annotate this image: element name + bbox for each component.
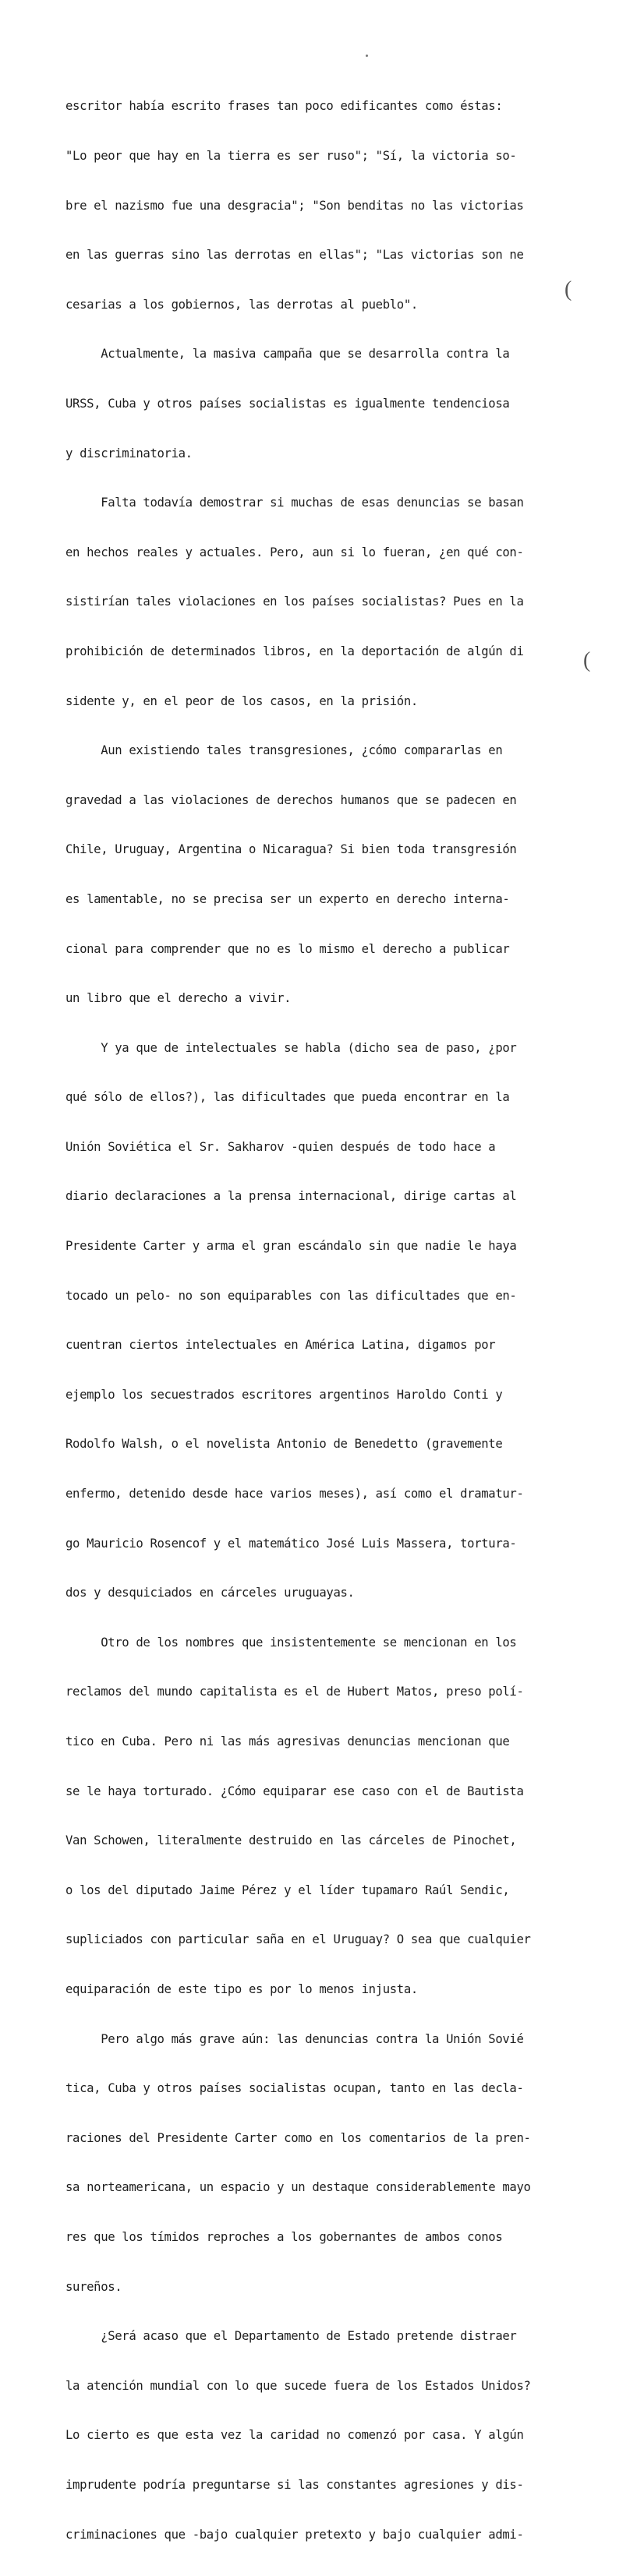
text-line: reclamos del mundo capitalista es el de Hubert Matos, preso polí- xyxy=(65,1685,524,1699)
text-line: se le haya torturado. ¿Cómo equiparar ese caso con el de Bautista xyxy=(65,1784,524,1798)
text-line: raciones del Presidente Carter como en los comentarios de la pren- xyxy=(65,2130,531,2145)
text-line: tocado un pelo- no son equiparables con las dificultades que en- xyxy=(65,1288,517,1303)
text-line: sa norteamericana, un espacio y un destaque considerablemente mayo xyxy=(65,2180,531,2195)
text-line: Lo cierto es que esta vez la caridad no comenzó por casa. Y algún xyxy=(65,2428,524,2443)
text-line: tica, Cuba y otros países socialistas ocupan, tanto en las decla- xyxy=(65,2081,524,2096)
text-line: equiparación de este tipo es por lo menos injusta. xyxy=(65,1981,418,1996)
text-line: Unión Soviética el Sr. Sakharov -quien después de todo hace a xyxy=(65,1139,496,1154)
text-line: supliciados con particular saña en el Uruguay? O sea que cualquier xyxy=(65,1932,531,1947)
text-line: Otro de los nombres que insistentemente se mencionan en los xyxy=(65,1635,517,1650)
text-line: go Mauricio Rosencof y el matemático José Luis Massera, tortura- xyxy=(65,1536,517,1551)
text-line: o los del diputado Jaime Pérez y el líder tupamaro Raúl Sendic, xyxy=(65,1883,510,1897)
text-line: Chile, Uruguay, Argentina o Nicaragua? Si bien toda transgresión xyxy=(65,842,517,857)
text-line: prohibición de determinados libros, en la deportación de algún di xyxy=(65,644,524,658)
text-line: un libro que el derecho a vivir. xyxy=(65,991,292,1006)
text-line: la atención mundial con lo que sucede fuera de los Estados Unidos? xyxy=(65,2378,531,2393)
text-line: diario declaraciones a la prensa internacional, dirige cartas al xyxy=(65,1189,517,1204)
margin-paren-mark: ( xyxy=(564,277,572,302)
text-line: en las guerras sino las derrotas en ellas"; "Las victorias son ne xyxy=(65,248,524,263)
text-line: tico en Cuba. Pero ni las más agresivas denuncias mencionan que xyxy=(65,1734,510,1749)
text-line: imprudente podría preguntarse si las constantes agresiones y dis- xyxy=(65,2477,524,2492)
text-line: Pero algo más grave aún: las denuncias contra la Unión Sovié xyxy=(65,2031,524,2046)
text-line: Falta todavía demostrar si muchas de esas denuncias se basan xyxy=(65,496,524,510)
text-line: Actualmente, la masiva campaña que se desarrolla contra la xyxy=(65,347,510,362)
text-line: Y ya que de intelectuales se habla (dicho sea de paso, ¿por xyxy=(65,1040,517,1055)
text-line: cional para comprender que no es lo mismo el derecho a publicar xyxy=(65,941,510,956)
text-line: bre el nazismo fue una desgracia"; "Son benditas no las victorias xyxy=(65,198,524,213)
text-line: es lamentable, no se precisa ser un experto en derecho interna- xyxy=(65,891,510,906)
text-line: res que los tímidos reproches a los gobernantes de ambos conos xyxy=(65,2229,503,2244)
text-line: criminaciones que -bajo cualquier pretexto y bajo cualquier admi- xyxy=(65,2527,524,2542)
typewritten-text xyxy=(65,65,591,2576)
text-line: Aun existiendo tales transgresiones, ¿cómo compararlas en xyxy=(65,743,503,758)
text-line: URSS, Cuba y otros países socialistas es igualmente tendenciosa xyxy=(65,396,510,411)
text-line: sistirían tales violaciones en los países socialistas? Pues en la xyxy=(65,595,524,609)
text-line: cesarias a los gobiernos, las derrotas al pueblo". xyxy=(65,297,418,312)
text-line: Van Schowen, literalmente destruido en las cárceles de Pinochet, xyxy=(65,1833,517,1848)
text-line: sidente y, en el peor de los casos, en la prisión. xyxy=(65,693,418,708)
text-line: ¿Será acaso que el Departamento de Estado pretende distraer xyxy=(65,2329,517,2344)
text-line: cuentran ciertos intelectuales en América Latina, digamos por xyxy=(65,1338,496,1353)
text-line: Rodolfo Walsh, o el novelista Antonio de Benedetto (gravemente xyxy=(65,1437,503,1452)
text-line: qué sólo de ellos?), las dificultades que pueda encontrar en la xyxy=(65,1090,510,1105)
text-line: ejemplo los secuestrados escritores argentinos Haroldo Conti y xyxy=(65,1387,503,1402)
speck-mark xyxy=(366,55,368,57)
text-line: gravedad a las violaciones de derechos humanos que se padecen en xyxy=(65,792,517,807)
text-line: escritor había escrito frases tan poco edificantes como éstas: xyxy=(65,99,503,114)
margin-paren-mark: ( xyxy=(583,648,591,672)
text-line: Presidente Carter y arma el gran escándalo sin que nadie le haya xyxy=(65,1239,517,1254)
text-line: en hechos reales y actuales. Pero, aun si lo fueran, ¿en qué con- xyxy=(65,545,524,559)
text-line: sureños. xyxy=(65,2279,122,2294)
text-line: y discriminatoria. xyxy=(65,446,193,461)
text-line: dos y desquiciados en cárceles uruguayas. xyxy=(65,1586,355,1600)
text-line: enfermo, detenido desde hace varios meses), así como el dramatur- xyxy=(65,1487,524,1501)
text-line: "Lo peor que hay en la tierra es ser ruso"; "Sí, la victoria so- xyxy=(65,149,517,163)
